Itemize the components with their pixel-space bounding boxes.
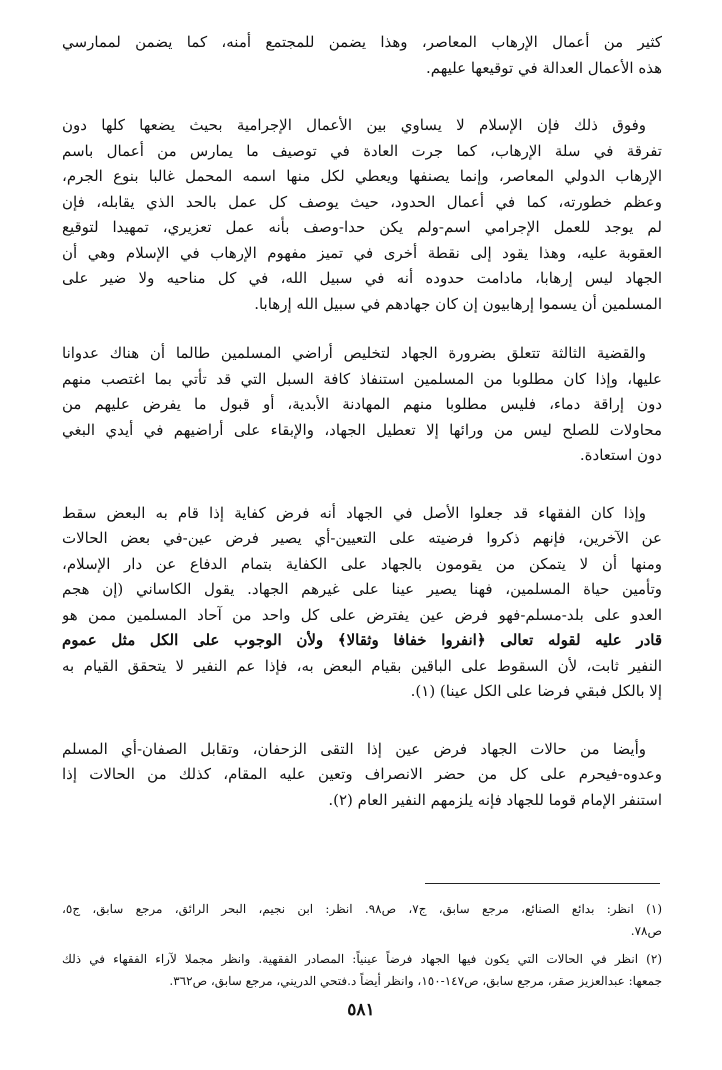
footnotes (62, 898, 662, 992)
text-line: ومنها أن لا يتمكن من يقومون بالجهاد على الكفاية بتمام الدفاع عن دار الإسلام، (62, 554, 662, 573)
footnote-1 (62, 898, 662, 942)
footnote-divider (425, 883, 660, 884)
text-line: دون إراقة دماء، فليس مطلوبا منهم المهادنة الأبدية، أو قبول ما يفرض عليهم من (62, 395, 662, 413)
footnote-line: (٢) انظر في الحالات التي يكون فيها الجهاد فرضاً عينياً: المصادر الفقهية. وانظر مجملا لآراء الفقهاء في ذلك (62, 952, 662, 966)
paragraph-3 (62, 341, 662, 469)
text-line: كثير من أعمال الإرهاب المعاصر، وهذا يضمن للمجتمع أمنه، كما يضمن لممارسي (62, 33, 662, 51)
footnote-line: ص٧٨. (630, 924, 662, 938)
text-line: تفرقة في سلة الإرهاب، كما جرت العادة في توصيف ما يمارس من أعمال باسم (62, 141, 662, 160)
footnote-line: (١) انظر: بدائع الصنائع، مرجع سابق، ج٧، ص٩٨. انظر: ابن نجيم، البحر الرائق، مرجع سابق، ج٥، (62, 902, 662, 916)
text-line: وعظم خطورته، كما في أعمال الحدود، حيث يوصف كل عمل بالحد الذي يقابله، فإن (62, 192, 662, 211)
page-number: ٥٨١ (347, 1000, 375, 1020)
text-line: العقوبة عليه، وهذا يقود إلى نقطة أخرى في تميز مفهوم الإرهاب في الإسلام وهي أن (62, 243, 662, 262)
text-line: الإرهاب الدولي المعاصر، وإنما يصنفها ويعطي لكل منها اسمه المحمل غالبا بنوع الجرم، (62, 167, 662, 185)
paragraph-5 (62, 737, 662, 814)
text-line: النفير ثابت، لأن السقوط على الباقين بقيام البعض به، فإذا عم النفير لا يتحقق القيام به (62, 656, 662, 675)
text-line: وعدوه-فيحرم على كل من حضر الانصراف وتعين عليه المقام، كذلك من الحالات إذا (62, 765, 662, 783)
text-line: وأيضا من حالات الجهاد فرض عين إذا التقى الزحفان، وتقابل الصفان-أي المسلم (62, 739, 646, 758)
text-line: عليها، وإذا كان مطلوبا من المسلمين استنفاذ كافة السبل التي قد تأتي بما اغتصب منهم (62, 369, 662, 388)
paragraph-2 (62, 113, 662, 317)
text-line: العدو على بلد-مسلم-فهو فرض عين يفترض على كل واحد من آحاد المسلمين ممن هو (62, 605, 662, 624)
text-line: المسلمين أن يسموا إرهابيون إن كان جهادهم في سبيل الله إرهابا. (254, 294, 662, 313)
text-line: إلا بالكل فبقي فرضا على الكل عينا) (١). (410, 682, 662, 700)
paragraph-4 (62, 501, 662, 705)
text-line: محاولات للصلح ليس من ورائها إلا تعطيل الجهاد، والإبقاء على أراضيهم في أيدي البغي (62, 420, 662, 439)
text-line: هذه الأعمال العدالة في توقيعها عليهم. (425, 58, 662, 77)
paragraph-1 (62, 30, 662, 81)
body-text (62, 30, 662, 813)
footnote-line: جمعها: عبدالعزيز صقر، مرجع سابق، ص١٤٧-١٥٠، وانظر أيضاً د.فتحي الدريني، مرجع سابق، ص٣٦٢. (169, 974, 662, 988)
text-line: لم يوجد للعمل الإجرامي اسم-ولم يكن حدا-وصف بأنه عمل تعزيري، تمهيدا لتوقيع (62, 218, 662, 236)
text-line: وإذا كان الفقهاء قد جعلوا الأصل في الجهاد أنه فرض كفاية إذا قام به البعض سقط (62, 503, 646, 522)
text-line: وفوق ذلك فإن الإسلام لا يساوي بين الأعمال الإجرامية بحيث يضعها كلها دون (62, 116, 646, 134)
text-line: والقضية الثالثة تتعلق بضرورة الجهاد لتخليص أراضي المسلمين طالما أن هناك عدوانا (62, 344, 646, 362)
text-line: وتأمين حياة المسلمين، فهنا يصير عينا على غيرهم الجهاد. يقول الكاساني (إن هجم (62, 580, 662, 598)
text-line: الجهاد ليس إرهابا، مادامت حدوده أنه في سبيل الله، في كل مناحيه ولا ضير على (62, 269, 662, 287)
text-line: دون استعادة. (579, 446, 662, 464)
text-line: استنفر الإمام قوما للجهاد فإنه يلزمهم النفير العام (٢). (328, 790, 662, 809)
footnote-2 (62, 948, 662, 992)
text-line-with-verse: قادر عليه لقوله تعالى ﴿انفروا خفافا وثقالا﴾ ولأن الوجوب على الكل مثل عموم (62, 631, 662, 649)
text-line: عن الآخرين، فإنهم ذكروا فرضيته على التعيين-أي يصير فرض عين-في بعض الحالات (62, 529, 662, 547)
